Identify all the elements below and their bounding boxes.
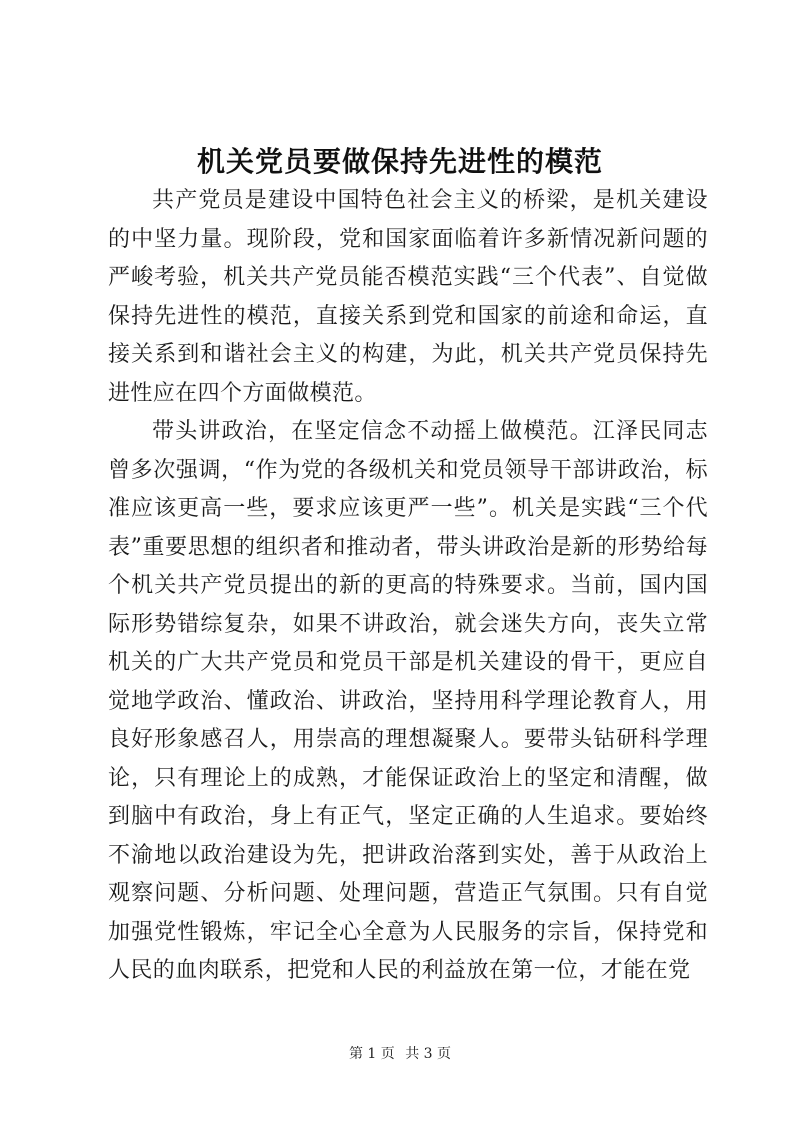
page-number: 第 1 页	[348, 1046, 395, 1062]
paragraph-2: 带头讲政治，在坚定信念不动摇上做模范。江泽民同志曾多次强调，“作为党的各级机关和党员领导干部讲政治，标准应该更高一些，要求应该更严一些”。机关是实践“三个代表”重要思想的组织者和推动者，带头讲政治是新的形势给每个机关共产党员提出的新的更高的特殊要求。当前，国内国际形势错综复杂，如果不讲政治，就会迷失方向，丧失立常机关的广大共产党员和党员干部是机关建设的骨干，更应自觉地学政治、懂政治、讲政治，坚持用科学理论教育人，用良好形象感召人，用崇高的理想凝聚人。要带头钻研科学理论，只有理论上的成熟，才能保证政治上的坚定和清醒，做到脑中有政治，身上有正气，坚定正确的人生追求。要始终不渝地以政治建设为先，把讲政治落到实处，善于从政治上观察问题、分析问题、处理问题，营造正气氛围。只有自觉加强党性锻炼，牢记全心全意为人民服务的宗旨，保持党和人民的血肉联系，把党和人民的利益放在第一位，才能在党	[108, 419, 708, 983]
page-total: 共 3 页	[405, 1046, 452, 1062]
document-body	[108, 182, 708, 991]
paragraph-1: 共产党员是建设中国特色社会主义的桥梁，是机关建设的中坚力量。现阶段，党和国家面临着许多新情况新问题的严峻考验，机关共产党员能否模范实践“三个代表”、自觉做保持先进性的模范，直接关系到党和国家的前途和命运，直接关系到和谐社会主义的构建，为此，机关共产党员保持先进性应在四个方面做模范。	[108, 188, 708, 406]
page-title: 机关党员要做保持先进性的模范	[196, 145, 603, 178]
page-footer	[0, 1044, 800, 1064]
